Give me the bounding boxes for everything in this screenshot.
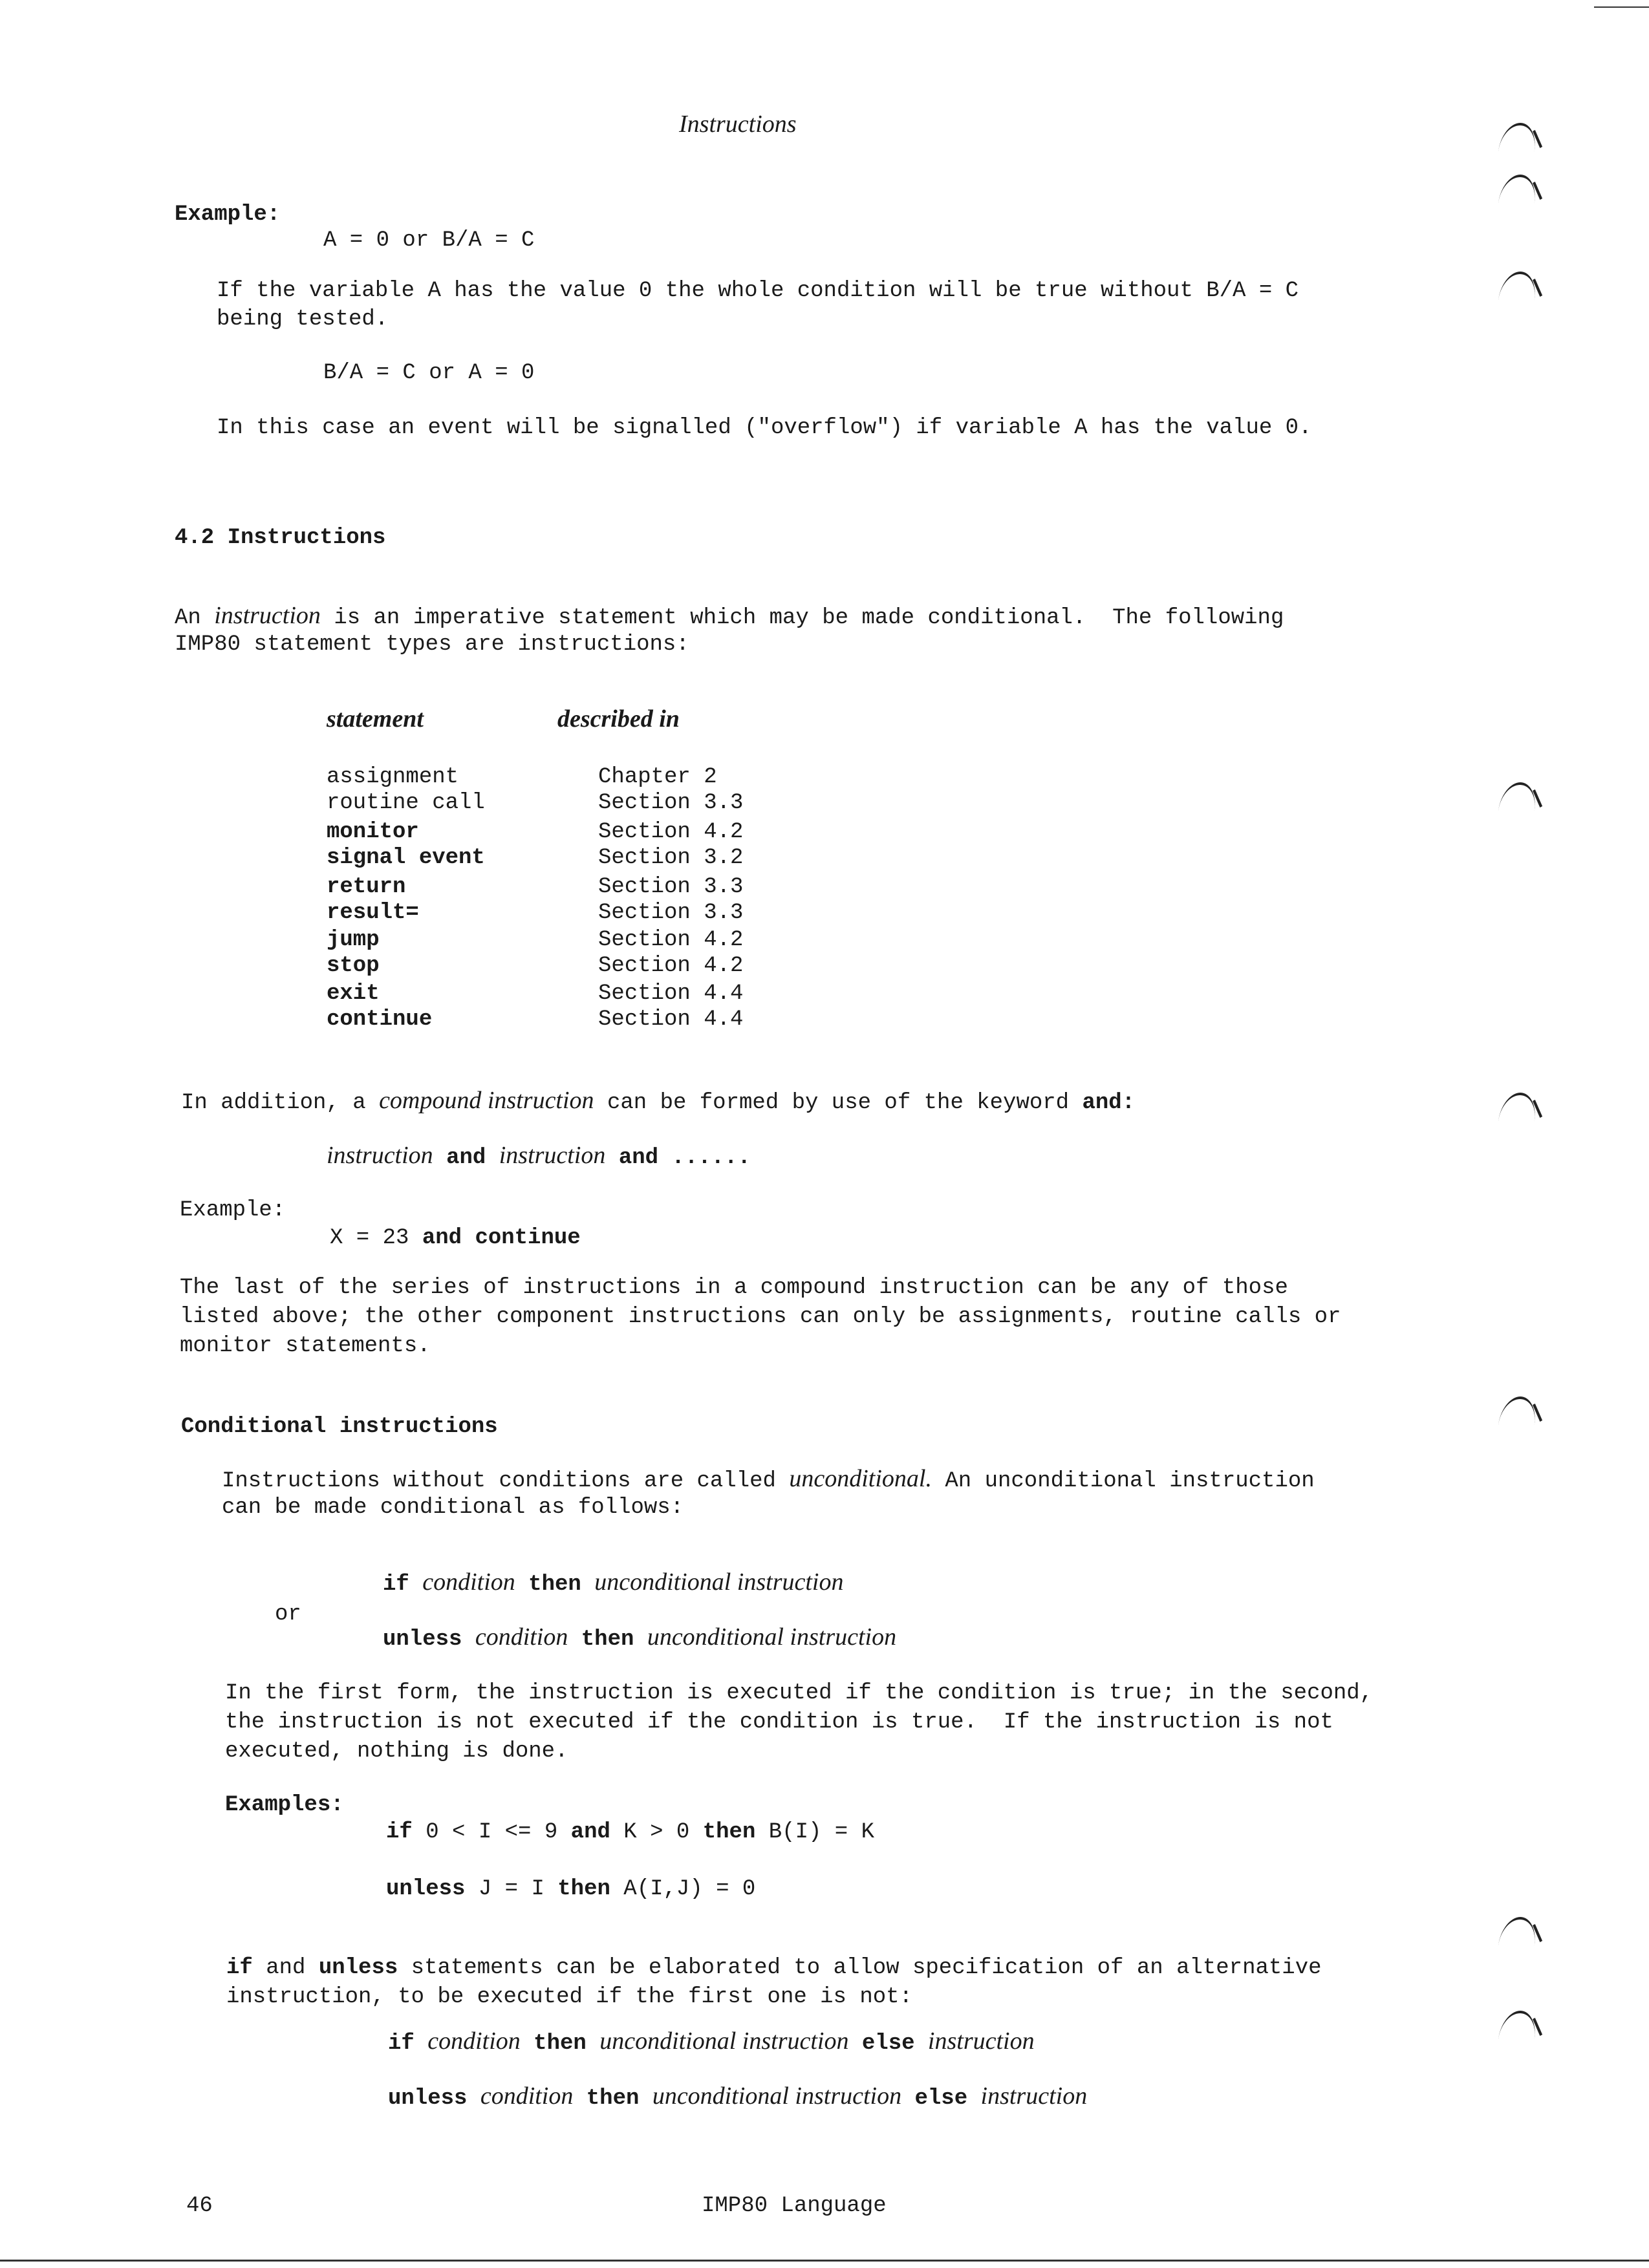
paragraph-line: being tested.	[217, 307, 389, 332]
example-code	[386, 1818, 874, 1846]
compound-text: can be formed by use of the keyword	[607, 1091, 1070, 1115]
binder-mark	[1498, 2011, 1538, 2039]
table-cell-statement: jump	[327, 928, 380, 952]
binder-mark	[1498, 1917, 1538, 1945]
form-term: instruction	[499, 1142, 606, 1169]
keyword-then: then	[581, 1627, 634, 1652]
table-row	[598, 952, 743, 980]
paragraph-text: An unconditional instruction	[931, 1469, 1315, 1493]
syntax-form	[383, 1623, 896, 1654]
keyword-if: if	[226, 1956, 253, 1980]
subsection-heading: Conditional instructions	[181, 1415, 498, 1439]
table-row	[327, 844, 485, 872]
table-row	[327, 873, 405, 901]
binder-mark	[1498, 123, 1538, 151]
keyword-unless: unless	[383, 1627, 462, 1652]
code-part: J = I	[478, 1877, 544, 1901]
keyword-and: and	[570, 1820, 610, 1845]
table-row	[327, 789, 485, 817]
paragraph-text: statements can be elaborated to allow specification of an alternative	[411, 1956, 1322, 1980]
example-label: Example:	[180, 1198, 286, 1223]
table-cell-described: Section 3.3	[598, 875, 744, 899]
keyword-and: and:	[1082, 1091, 1136, 1115]
code-keyword: and continue	[422, 1226, 581, 1250]
syntax-term: condition	[475, 1623, 568, 1651]
table-row	[327, 952, 380, 980]
example-code: B/A = C or A = 0	[323, 361, 535, 385]
bottom-rule	[0, 2260, 1649, 2262]
table-cell-described: Section 3.3	[598, 901, 744, 925]
example-code	[330, 1224, 581, 1252]
or-label: or	[275, 1602, 301, 1627]
paragraph-text: and	[266, 1956, 306, 1980]
intro-line: IMP80 statement types are instructions:	[175, 632, 689, 657]
keyword-if: if	[383, 1572, 409, 1597]
table-header-statement: statement	[327, 705, 424, 733]
form-keyword: and	[446, 1146, 486, 1170]
paragraph-line: the instruction is not executed if the condition is true. If the instruction is not	[225, 1710, 1333, 1735]
term-instruction: instruction	[214, 602, 321, 629]
form-keyword: and ......	[618, 1146, 751, 1170]
binder-mark	[1498, 175, 1538, 203]
code-part: A(I,J) = 0	[623, 1877, 756, 1901]
binder-mark	[1498, 1093, 1538, 1121]
table-row	[598, 979, 743, 1008]
table-cell-described: Section 4.2	[598, 954, 744, 978]
table-cell-statement: result=	[327, 901, 419, 925]
table-cell-described: Section 4.2	[598, 820, 744, 844]
keyword-then: then	[534, 2031, 587, 2056]
paragraph-line: In the first form, the instruction is executed if the condition is true; in the second,	[225, 1681, 1374, 1706]
compound-line	[181, 1086, 1135, 1117]
intro-word: An	[175, 606, 201, 630]
keyword-then: then	[528, 1572, 581, 1597]
syntax-term: unconditional instruction	[652, 2082, 902, 2110]
syntax-form	[388, 2082, 1087, 2113]
keyword-unless: unless	[386, 1877, 466, 1901]
compound-form	[327, 1141, 751, 1172]
syntax-term: instruction	[980, 2082, 1088, 2110]
paragraph-line	[222, 1464, 1315, 1495]
book-title: IMP80 Language	[702, 2194, 887, 2218]
table-row	[598, 818, 743, 846]
table-row	[598, 926, 743, 954]
paragraph-line: If the variable A has the value 0 the whole condition will be true without B/A = C	[217, 279, 1299, 303]
syntax-term: condition	[427, 2027, 521, 2055]
table-row	[327, 926, 380, 954]
keyword-unless: unless	[388, 2086, 468, 2111]
table-row	[598, 1005, 743, 1034]
paragraph-text: Instructions without conditions are called	[222, 1469, 776, 1493]
table-row	[598, 844, 743, 872]
table-row	[598, 899, 743, 927]
syntax-term: condition	[422, 1568, 515, 1596]
table-row	[598, 763, 717, 791]
syntax-term: instruction	[927, 2027, 1035, 2055]
compound-text: In addition, a	[181, 1091, 366, 1115]
paragraph-line: instruction, to be executed if the first one is not:	[226, 1985, 912, 2009]
keyword-unless: unless	[318, 1956, 398, 1980]
table-row	[327, 1005, 432, 1034]
table-cell-statement: signal event	[327, 846, 485, 870]
keyword-then: then	[586, 2086, 640, 2111]
keyword-if: if	[386, 1820, 413, 1845]
table-row	[327, 899, 419, 927]
table-row	[598, 873, 743, 901]
example-code	[386, 1875, 755, 1903]
binder-mark	[1498, 272, 1538, 300]
table-cell-statement: routine call	[327, 791, 485, 815]
code-part: 0 < I <= 9	[426, 1820, 558, 1845]
intro-line	[175, 601, 1284, 632]
table-cell-statement: monitor	[327, 820, 419, 844]
form-term: instruction	[327, 1142, 433, 1169]
table-cell-statement: continue	[327, 1007, 433, 1032]
paragraph-line: executed, nothing is done.	[225, 1739, 568, 1764]
table-cell-described: Section 4.4	[598, 1007, 744, 1032]
paragraph-line	[226, 1954, 1322, 1982]
code-part: K > 0	[623, 1820, 690, 1845]
table-cell-described: Section 4.2	[598, 928, 744, 952]
binder-mark	[1498, 1396, 1538, 1425]
code-part: B(I) = K	[768, 1820, 874, 1845]
table-cell-statement: assignment	[327, 765, 459, 789]
syntax-form	[388, 2027, 1035, 2058]
syntax-term: condition	[480, 2082, 574, 2110]
table-cell-statement: stop	[327, 954, 380, 978]
table-header-described: described in	[557, 705, 680, 733]
table-cell-described: Section 3.2	[598, 846, 744, 870]
examples-label: Examples:	[225, 1793, 344, 1817]
table-cell-described: Section 3.3	[598, 791, 744, 815]
paragraph-line: can be made conditional as follows:	[222, 1495, 684, 1520]
keyword-then: then	[702, 1820, 756, 1845]
table-row	[327, 979, 380, 1008]
corner-rule	[1594, 6, 1649, 8]
syntax-term: unconditional instruction	[594, 1568, 844, 1596]
paragraph-line: In this case an event will be signalled ("overflow") if variable A has the value 0.	[217, 416, 1312, 440]
term-unconditional: unconditional.	[789, 1465, 932, 1492]
section-heading: 4.2 Instructions	[175, 526, 386, 550]
table-row	[598, 789, 743, 817]
keyword-then: then	[557, 1877, 610, 1901]
term-compound-instruction: compound instruction	[379, 1087, 594, 1114]
page-number: 46	[186, 2194, 213, 2218]
paragraph-line: monitor statements.	[180, 1334, 431, 1358]
running-header: Instructions	[679, 111, 797, 138]
syntax-term: unconditional instruction	[647, 1623, 897, 1651]
table-cell-described: Chapter 2	[598, 765, 717, 789]
syntax-term: unconditional instruction	[599, 2027, 849, 2055]
example-code: A = 0 or B/A = C	[323, 228, 535, 253]
table-row	[327, 763, 458, 791]
example-label: Example:	[175, 202, 281, 227]
intro-text: is an imperative statement which may be made conditional. The following	[334, 606, 1284, 630]
keyword-else: else	[861, 2031, 915, 2056]
table-cell-statement: return	[327, 875, 406, 899]
keyword-if: if	[388, 2031, 415, 2056]
keyword-else: else	[914, 2086, 968, 2111]
syntax-form	[383, 1568, 843, 1599]
paragraph-line: The last of the series of instructions in a compound instruction can be any of those	[180, 1276, 1288, 1300]
table-cell-described: Section 4.4	[598, 981, 744, 1006]
table-cell-statement: exit	[327, 981, 380, 1006]
binder-mark	[1498, 782, 1538, 811]
code-part: X = 23	[330, 1226, 409, 1250]
paragraph-line: listed above; the other component instructions can only be assignments, routine calls or	[180, 1305, 1341, 1329]
table-row	[327, 818, 419, 846]
